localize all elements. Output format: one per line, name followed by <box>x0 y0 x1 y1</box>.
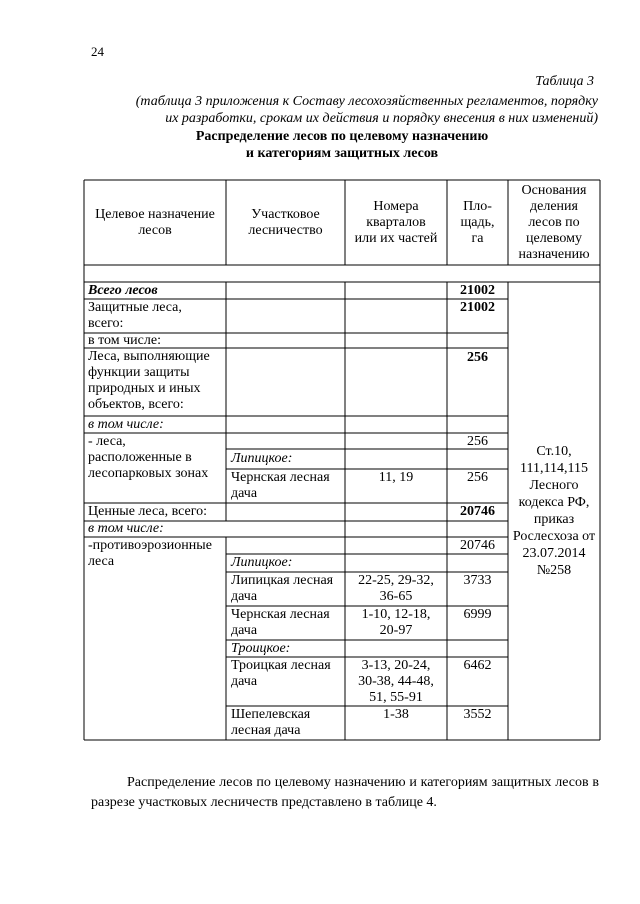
header-quarters <box>345 199 447 247</box>
cell-text: лесопарковых зонах <box>88 466 209 481</box>
dacha-name <box>231 607 330 639</box>
cell-text: - леса, <box>88 434 126 449</box>
area-value: 6999 <box>463 607 492 622</box>
cell-text: 30-38, 44-48, <box>358 674 434 689</box>
cell-text: 20-97 <box>379 623 413 638</box>
basis-line: №258 <box>536 563 572 578</box>
area-value: 3733 <box>463 573 492 588</box>
row-valuable-area: 20746 <box>460 504 495 519</box>
quarters-value: 11, 19 <box>378 470 414 485</box>
header-area <box>447 199 508 247</box>
page-number: 24 <box>91 44 104 59</box>
cell-text: дача <box>231 486 258 501</box>
cell-text: всего: <box>88 316 124 331</box>
header-purpose <box>84 207 226 239</box>
basis-line: Рослесхоза от <box>512 529 596 544</box>
header-text: Участковое <box>251 207 320 222</box>
header-text: лесов <box>138 223 172 238</box>
forestry-name: Троицкое: <box>231 641 291 656</box>
basis-line: приказ <box>533 512 575 527</box>
quarters-value <box>345 658 447 706</box>
cell-text: Леса, выполняющие <box>88 349 210 364</box>
basis-line: 111,114,115 <box>520 461 588 476</box>
header-text: кварталов <box>366 215 426 230</box>
row-functions-area: 256 <box>467 350 488 365</box>
area-value: 6462 <box>463 658 492 673</box>
cell-text: Липицкая лесная <box>231 573 334 588</box>
cell-text: природных и иных <box>88 381 201 396</box>
area-value: 256 <box>467 470 488 485</box>
row-total-area: 21002 <box>460 283 495 298</box>
table-title-line: Распределение лесов по целевому назначению <box>195 129 489 144</box>
cell-text: 36-65 <box>379 589 413 604</box>
header-text: Основания <box>521 183 587 198</box>
row-including: в том числе: <box>88 521 164 536</box>
cell-text: -противоэрозионные <box>88 538 212 553</box>
cell-text: дача <box>231 623 258 638</box>
dacha-name <box>231 707 310 739</box>
table-source-line: (таблица 3 приложения к Составу лесохозяйственных регламентов, порядку <box>135 94 598 109</box>
forestry-name: Липицкое: <box>231 555 293 570</box>
header-text: целевому <box>525 231 582 246</box>
header-text: лесов по <box>528 215 580 230</box>
cell-text: Троицкая лесная <box>231 658 331 673</box>
basis-line: Ст.10, <box>536 444 572 459</box>
row-total-label: Всего лесов <box>88 283 158 298</box>
quarters-value: 1-38 <box>383 707 409 722</box>
cell-text: расположенные в <box>88 450 192 465</box>
row-anti-erosion-area: 20746 <box>460 538 495 553</box>
header-text: деления <box>530 199 578 214</box>
table-source-note <box>70 93 598 127</box>
header-text: или их частей <box>354 231 438 246</box>
cell-text: 1-10, 12-18, <box>361 607 431 622</box>
body-paragraph: Распределение лесов по целевому назначению и категориям защитных лесов в разрезе участковых лесничеств представлено в таблице 4. <box>91 775 599 810</box>
cell-text: объектов, всего: <box>88 397 184 412</box>
quarters-value <box>345 573 447 605</box>
row-protective-label <box>88 300 182 332</box>
row-including: в том числе: <box>88 417 164 432</box>
cell-text: 51, 55-91 <box>369 690 423 705</box>
cell-text: дача <box>231 589 258 604</box>
cell-text: дача <box>231 674 258 689</box>
table-title <box>84 128 600 162</box>
area-value: 3552 <box>463 707 492 722</box>
table-label: Таблица 3 <box>535 74 594 89</box>
basis-line: Лесного <box>529 478 579 493</box>
cell-text: Шепелевская <box>231 707 311 722</box>
header-text: Номера <box>373 199 419 214</box>
cell-text: Чернская лесная <box>231 470 330 485</box>
row-forest-park-area: 256 <box>467 434 488 449</box>
dacha-name <box>231 470 330 502</box>
cell-text: лесная дача <box>231 723 301 738</box>
row-forest-park-label <box>88 434 208 482</box>
cell-text: Чернская лесная <box>231 607 330 622</box>
header-text: лесничество <box>248 223 323 238</box>
header-text: щадь, <box>460 215 495 230</box>
row-including: в том числе: <box>88 333 161 348</box>
header-text: Пло- <box>463 199 492 214</box>
header-forestry <box>226 207 345 239</box>
header-text: га <box>471 231 484 246</box>
row-anti-erosion-label <box>88 538 212 570</box>
cell-text: 22-25, 29-32, <box>358 573 434 588</box>
quarters-value <box>345 607 447 639</box>
dacha-name <box>231 658 331 690</box>
table-source-line: их разработки, срокам их действия и порядку внесения в них изменений) <box>165 111 598 126</box>
header-text: Целевое назначение <box>95 207 215 222</box>
cell-text: функции защиты <box>88 365 190 380</box>
row-valuable-label: Ценные леса, всего: <box>88 504 207 519</box>
basis-line: 23.07.2014 <box>522 546 586 561</box>
row-protective-area: 21002 <box>460 300 495 315</box>
header-basis <box>508 183 600 263</box>
header-text: назначению <box>518 247 590 262</box>
row-functions-label <box>88 349 210 413</box>
cell-text: 3-13, 20-24, <box>361 658 431 673</box>
basis-line: кодекса РФ, <box>518 495 590 510</box>
table-title-line: и категориям защитных лесов <box>245 146 439 161</box>
basis-cell <box>508 443 600 579</box>
forestry-name: Липицкое: <box>231 451 293 466</box>
dacha-name <box>231 573 333 605</box>
cell-text: леса <box>88 554 115 569</box>
cell-text: Защитные леса, <box>88 300 182 315</box>
